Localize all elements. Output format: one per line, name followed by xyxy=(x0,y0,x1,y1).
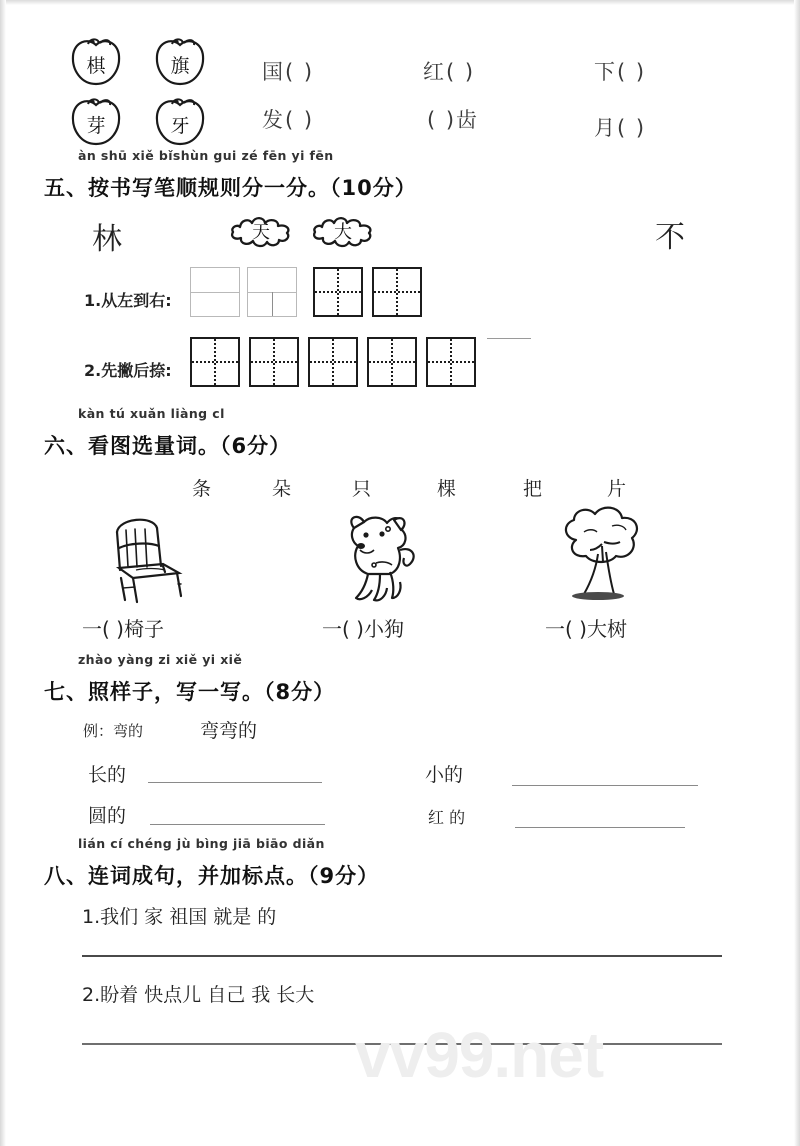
section-five-title: 五、按书写笔顺规则分一分。（10分） xyxy=(44,176,417,200)
section-seven-title: 七、照样子，写一写。（8分） xyxy=(44,680,336,704)
write-prompt-3: 圆的 xyxy=(88,805,127,827)
apple-char-3: 芽 xyxy=(86,115,106,137)
grid-box-r1-2[interactable] xyxy=(247,267,297,317)
sentence-answer-line-1[interactable] xyxy=(82,955,722,957)
leaf-shape-da xyxy=(310,212,376,250)
write-prompt-1: 长的 xyxy=(88,764,127,786)
measure-word-1[interactable]: 条 xyxy=(192,478,212,500)
section-six-pinyin: kàn tú xuǎn liàng cl xyxy=(78,406,225,421)
measure-word-4[interactable]: 棵 xyxy=(437,478,457,500)
write-answer-line-1[interactable] xyxy=(148,782,322,783)
example-answer: 弯弯的 xyxy=(200,720,258,742)
sentence-question-1 xyxy=(82,902,276,929)
measure-word-6[interactable]: 片 xyxy=(607,478,627,500)
section-eight-pinyin: lián cí chéng jù bìng jiā biāo diǎn xyxy=(78,836,325,851)
sentence-number-2: 2. xyxy=(82,984,101,1006)
page-edge-right xyxy=(794,0,800,1146)
measure-answer-dog[interactable]: 一( )小狗 xyxy=(322,617,404,641)
bracket-item-4[interactable]: 发( ) xyxy=(262,108,315,132)
bracket-item-3[interactable]: 下( ) xyxy=(594,60,647,84)
stroke-row-2-stub-line xyxy=(487,338,531,339)
stroke-row-1-label: 1.从左到右: xyxy=(84,291,172,310)
grid-box-r2-4[interactable] xyxy=(367,337,417,387)
sentence-words-2: 盼着 快点儿 自己 我 长大 xyxy=(100,984,315,1006)
measure-word-2[interactable]: 朵 xyxy=(272,478,292,500)
dog-illustration xyxy=(330,508,440,606)
page-edge-top xyxy=(0,0,800,5)
grid-box-r2-2[interactable] xyxy=(249,337,299,387)
grid-box-r2-1[interactable] xyxy=(190,337,240,387)
apple-shape-4 xyxy=(152,96,208,148)
apple-char-2: 旗 xyxy=(170,55,190,77)
measure-word-3[interactable]: 只 xyxy=(352,478,372,500)
write-answer-line-4[interactable] xyxy=(515,827,685,828)
grid-box-r2-3[interactable] xyxy=(308,337,358,387)
grid-box-r1-4[interactable] xyxy=(372,267,422,317)
bracket-item-6[interactable]: 月( ) xyxy=(594,116,647,140)
grid-box-r1-3[interactable] xyxy=(313,267,363,317)
write-answer-line-3[interactable] xyxy=(150,824,325,825)
site-watermark: vv99.net xyxy=(355,1019,604,1091)
sentence-number-1: 1. xyxy=(82,906,101,928)
grid-box-r1-1[interactable] xyxy=(190,267,240,317)
measure-answer-chair[interactable]: 一( )椅子 xyxy=(82,617,164,641)
leaf-shape-tian xyxy=(228,212,294,250)
apple-char-1: 棋 xyxy=(86,55,106,77)
section-five-pinyin: àn shū xiě bǐshùn gui zé fēn yi fēn xyxy=(78,148,334,163)
measure-word-5[interactable]: 把 xyxy=(523,478,543,500)
sentence-words-1: 我们 家 祖国 就是 的 xyxy=(100,906,277,928)
chair-illustration xyxy=(95,510,205,605)
apple-shape-2 xyxy=(152,36,208,88)
example-label: 例：弯的 xyxy=(83,722,144,740)
tree-illustration xyxy=(540,502,658,607)
measure-answer-tree[interactable]: 一( )大树 xyxy=(545,617,627,641)
stroke-row-2-label: 2.先撇后捺: xyxy=(84,361,172,380)
grid-box-r2-5[interactable] xyxy=(426,337,476,387)
section-six-title: 六、看图选量词。（6分） xyxy=(44,434,292,458)
write-answer-line-2[interactable] xyxy=(512,785,698,786)
bracket-item-5[interactable]: ( )齿 xyxy=(427,108,480,132)
apple-shape-3 xyxy=(68,96,124,148)
bracket-item-2[interactable]: 红( ) xyxy=(423,60,476,84)
apple-char-4: 牙 xyxy=(170,115,190,137)
write-prompt-4: 红 的 xyxy=(428,808,466,827)
bracket-item-1[interactable]: 国( ) xyxy=(262,60,315,84)
leaf-char-tian: 天 xyxy=(252,222,270,243)
stroke-char-lin: 林 xyxy=(92,222,122,257)
section-seven-pinyin: zhào yàng zi xiě yi xiě xyxy=(78,652,243,667)
page-edge-left xyxy=(0,0,6,1146)
leaf-char-da: 大 xyxy=(334,222,352,243)
write-prompt-2: 小的 xyxy=(425,764,464,786)
sentence-question-2 xyxy=(82,980,314,1007)
apple-shape-1 xyxy=(68,36,124,88)
stroke-char-bu: 不 xyxy=(655,220,685,255)
section-eight-title: 八、连词成句，并加标点。（9分） xyxy=(44,864,380,888)
